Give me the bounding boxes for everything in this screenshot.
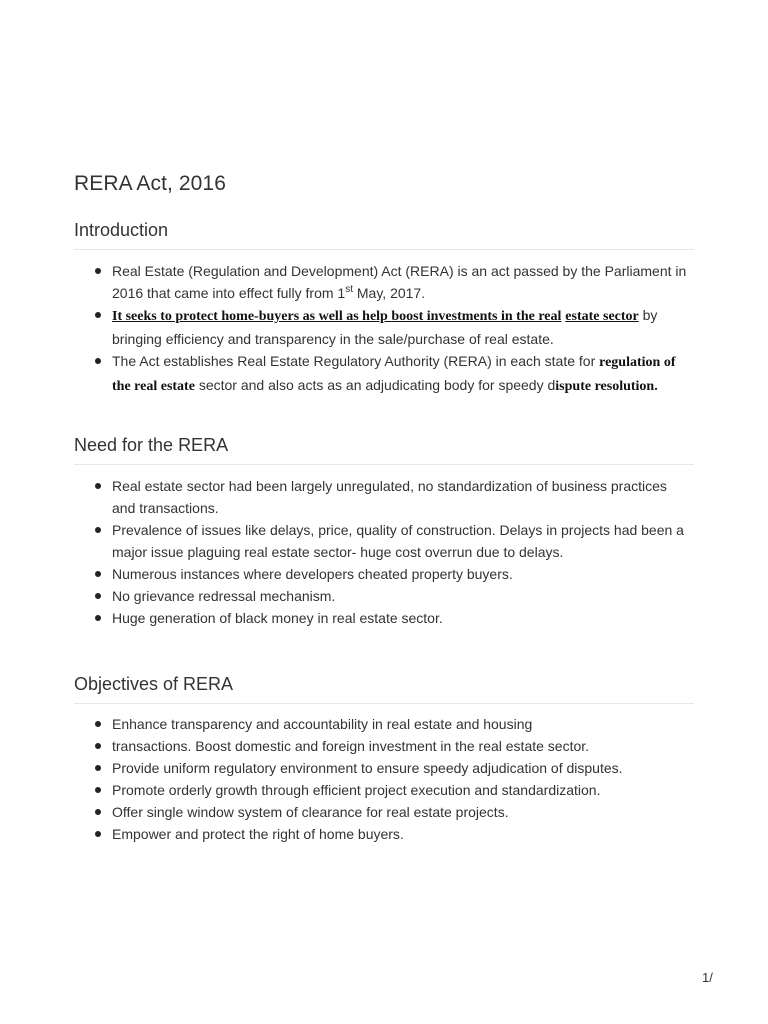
section-heading-objectives: Objectives of RERA bbox=[74, 674, 694, 704]
emphasis-text: estate sector bbox=[565, 309, 639, 324]
list-item bbox=[74, 260, 694, 304]
objectives-list bbox=[74, 713, 694, 845]
document-page bbox=[74, 0, 694, 1024]
list-item: Enhance transparency and accountability in real estate and housing bbox=[74, 713, 694, 735]
list-item: Promote orderly growth through efficient project execution and standardization. bbox=[74, 779, 694, 801]
emphasis-text: regulation of the real estate bbox=[112, 355, 676, 394]
list-item-text: by bringing efficiency and transparency in the sale/purchase of real estate. bbox=[112, 307, 658, 347]
list-item-text: May, 2017. bbox=[352, 285, 426, 301]
page-number: 1/ bbox=[702, 970, 713, 985]
list-item: Empower and protect the right of home buyers. bbox=[74, 823, 694, 845]
list-item bbox=[74, 304, 694, 350]
emphasis-text: It seeks to protect home-buyers as well as help boost investments in the real bbox=[112, 309, 562, 324]
list-item: Huge generation of black money in real estate sector. bbox=[74, 607, 694, 629]
list-item-text: sector and also acts as an adjudicating body for speedy d bbox=[194, 377, 556, 393]
emphasis-text: ispute resolution. bbox=[555, 379, 658, 394]
list-item-text: Real Estate (Regulation and Development) Act (RERA) is an act passed by the Parliament in 2016 that came into effect fully from 1 bbox=[112, 263, 687, 301]
list-item: Provide uniform regulatory environment to ensure speedy adjudication of disputes. bbox=[74, 757, 694, 779]
section-heading-need: Need for the RERA bbox=[74, 435, 694, 465]
need-list bbox=[74, 475, 694, 629]
list-item: Offer single window system of clearance for real estate projects. bbox=[74, 801, 694, 823]
section-heading-introduction: Introduction bbox=[74, 220, 694, 250]
list-item: No grievance redressal mechanism. bbox=[74, 585, 694, 607]
list-item-text: The Act establishes Real Estate Regulatory Authority (RERA) in each state for bbox=[112, 353, 600, 369]
list-item: Real estate sector had been largely unregulated, no standardization of business practices and transactions. bbox=[74, 475, 694, 519]
list-item: Numerous instances where developers cheated property buyers. bbox=[74, 563, 694, 585]
document-title: RERA Act, 2016 bbox=[74, 172, 226, 195]
introduction-list bbox=[74, 260, 694, 398]
list-item bbox=[74, 350, 694, 398]
list-item: transactions. Boost domestic and foreign investment in the real estate sector. bbox=[74, 735, 694, 757]
ordinal-suffix: st bbox=[345, 284, 353, 295]
list-item: Prevalence of issues like delays, price, quality of construction. Delays in projects had been a major issue plaguing real estate sector- huge cost overrun due to delays. bbox=[74, 519, 694, 563]
